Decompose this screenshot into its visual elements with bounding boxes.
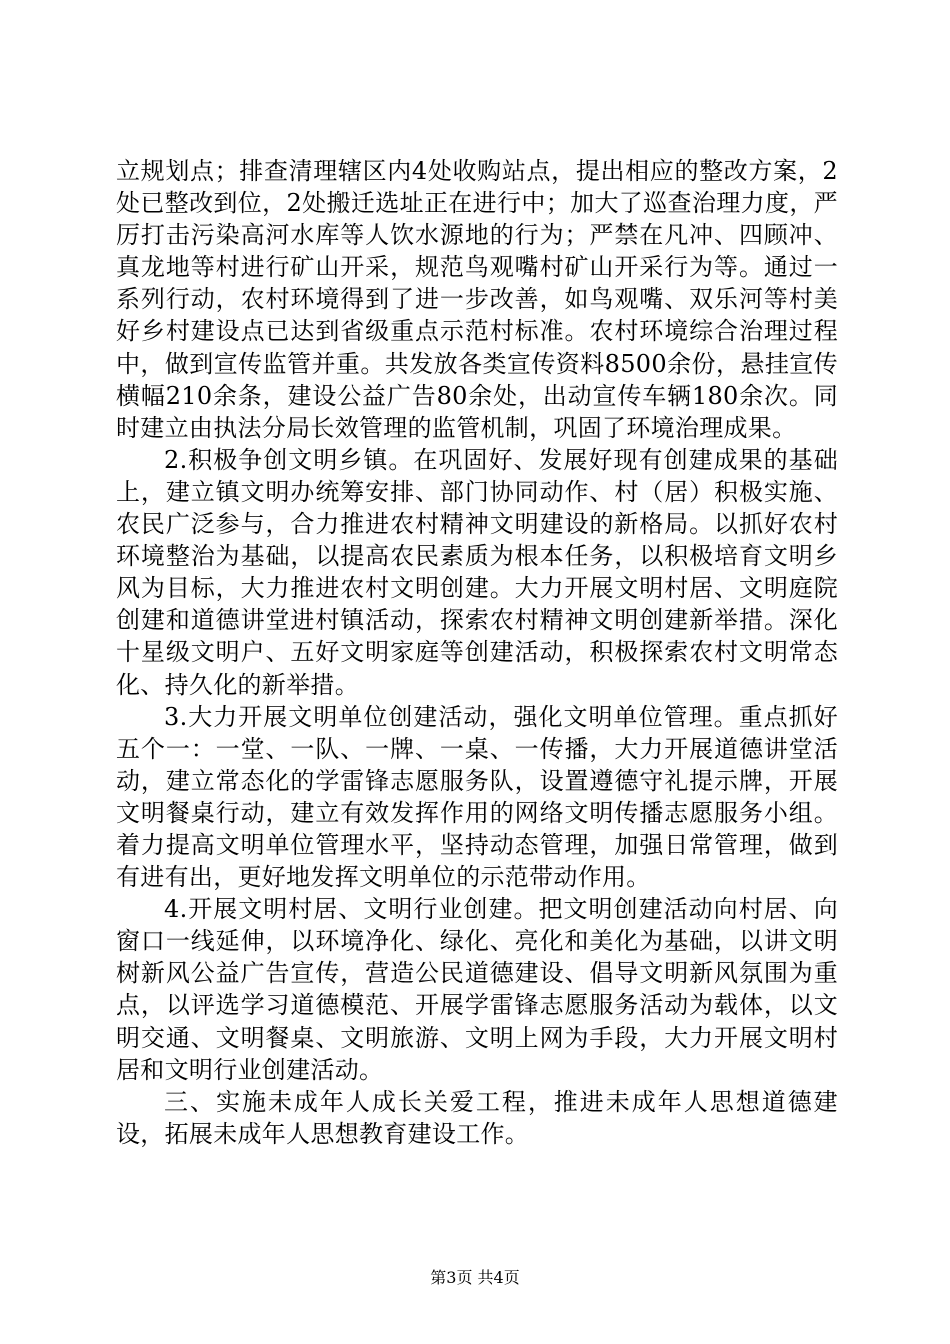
paragraph-section-three-heading: 三、实施未成年人成长关爱工程，推进未成年人思想道德建设，拓展未成年人思想教育建设工作。 <box>116 1087 838 1148</box>
paragraph-civilized-village-industry: 4.开展文明村居、文明行业创建。把文明创建活动向村居、向窗口一线延伸，以环境净化、绿化、亮化和美化为基础，以讲文明树新风公益广告宣传，营造公民道德建设、倡导文明新风氛围为重点，以评选学习道德模范、开展学雷锋志愿服务活动为载体，以文明交通、文明餐桌、文明旅游、文明上网为手段，大力开展文明村居和文明行业创建活动。 <box>116 895 838 1084</box>
page-number-footer: 第3页 共4页 <box>430 1268 520 1287</box>
paragraph-civilized-unit: 3.大力开展文明单位创建活动，强化文明单位管理。重点抓好五个一：一堂、一队、一牌、一桌、一传播，大力开展道德讲堂活动，建立常态化的学雷锋志愿服务队，设置遵德守礼提示牌，开展文明餐桌行动，建立有效发挥作用的网络文明传播志愿服务小组。着力提高文明单位管理水平，坚持动态管理，加强日常管理，做到有进有出，更好地发挥文明单位的示范带动作用。 <box>116 702 838 892</box>
document-body <box>116 155 838 1150</box>
paragraph-continuation: 立规划点；排查清理辖区内4处收购站点，提出相应的整改方案，2处已整改到位，2处搬迁选址正在进行中；加大了巡查治理力度，严厉打击污染高河水库等人饮水源地的行为；严禁在凡冲、四顾冲、真龙地等村进行矿山开采，规范鸟观嘴村矿山开采行为等。通过一系列行动，农村环境得到了进一步改善，如鸟观嘴、双乐河等村美好乡村建设点已达到省级重点示范村标准。农村环境综合治理过程中，做到宣传监管并重。共发放各类宣传资料8500余份，悬挂宣传横幅210余条，建设公益广告80余处，出动宣传车辆180余次。同时建立由执法分局长效管理的监管机制，巩固了环境治理成果。 <box>116 157 838 442</box>
paragraph-civilized-township: 2.积极争创文明乡镇。在巩固好、发展好现有创建成果的基础上，建立镇文明办统筹安排、部门协同动作、村（居）积极实施、农民广泛参与，合力推进农村精神文明建设的新格局。以抓好农村环境整治为基础，以提高农民素质为根本任务，以积极培育文明乡风为目标，大力推进农村文明创建。大力开展文明村居、文明庭院创建和道德讲堂进村镇活动，探索农村精神文明创建新举措。深化十星级文明户、五好文明家庭等创建活动，积极探索农村文明常态化、持久化的新举措。 <box>116 445 838 699</box>
